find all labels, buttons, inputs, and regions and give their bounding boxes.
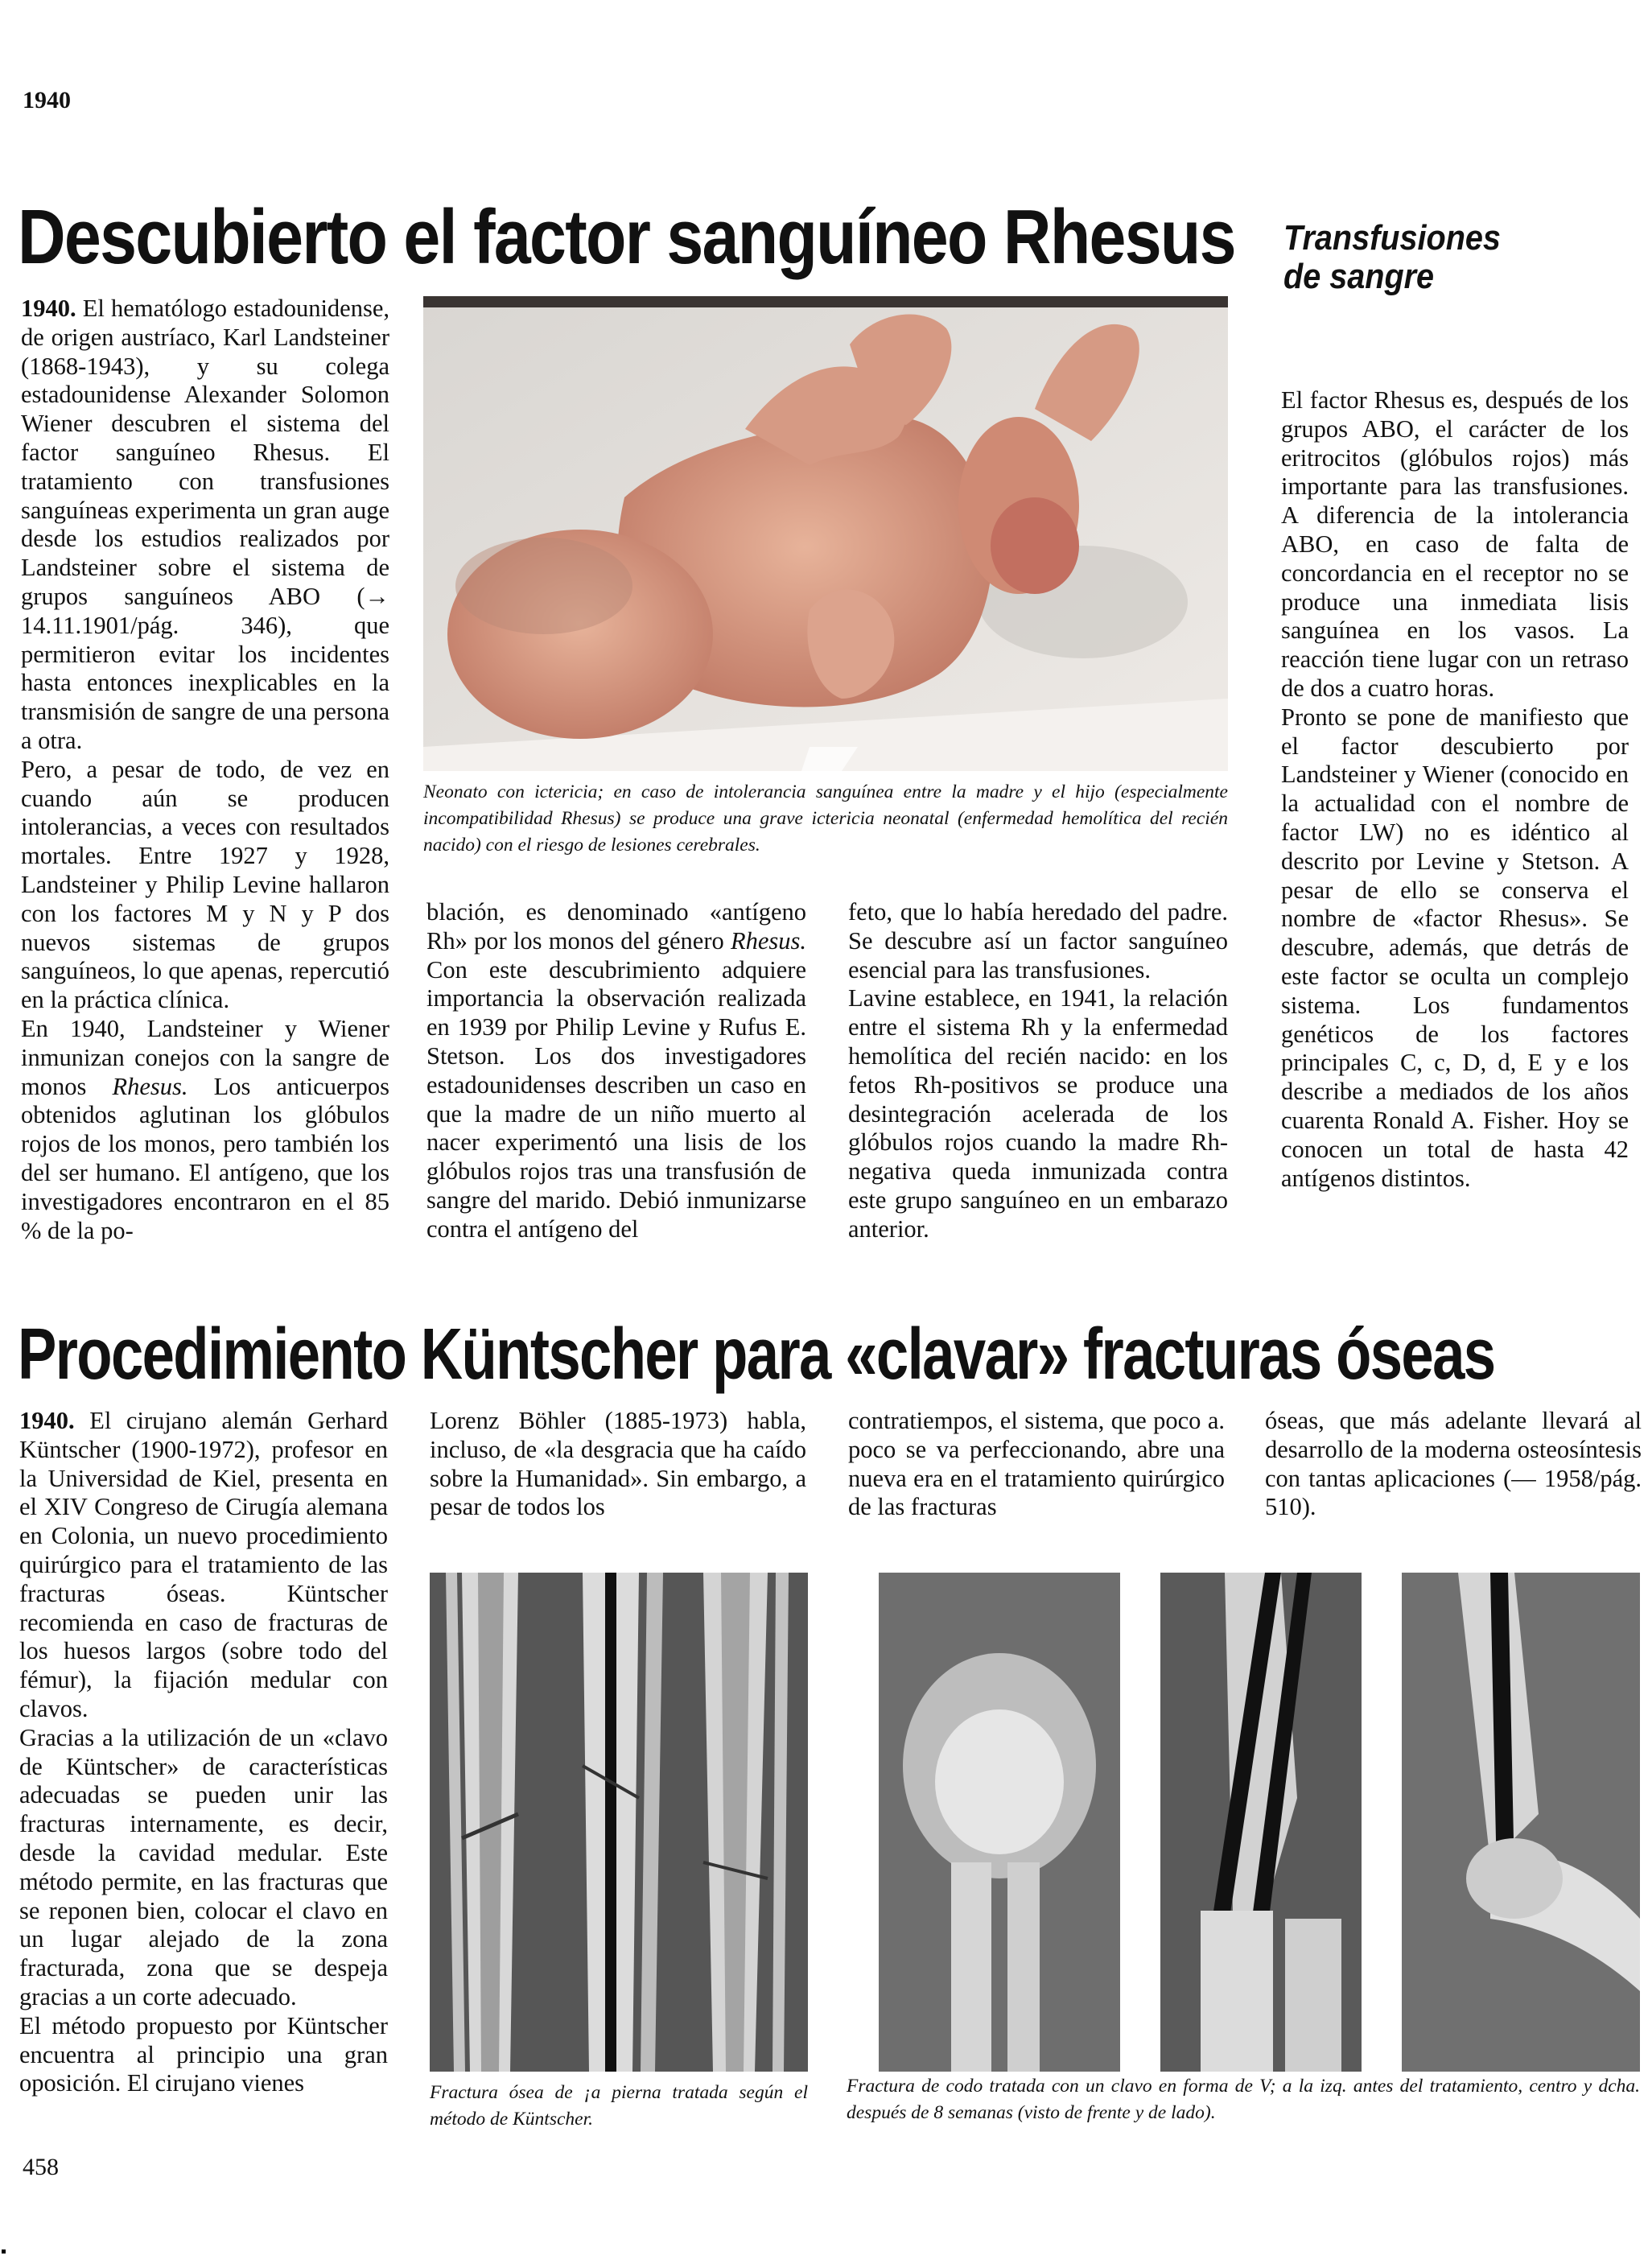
- kuntscher-col1-p1: [19, 1407, 388, 1724]
- kuntscher-column-3: contratiempos, el sistema, que poco a. poco se va perfeccionando, abre una nueva era en el tratamiento quirúrgico de las fracturas: [848, 1407, 1225, 1521]
- kuntscher-column-2: Lorenz Böhler (1885-1973) habla, incluso, de «la desgracia que ha caído sobre la Humanidad». Sin embargo, a pesar de todos los: [430, 1407, 806, 1521]
- sidebar-title-line2: de sangre: [1283, 257, 1435, 296]
- kuntscher-col1-p1-text: El cirujano alemán Gerhard Küntscher (1900-1972), profesor en la Universidad de Kiel, presenta en el XIV Congreso de Cirugía alemana en Colonia, un nuevo procedimiento quirúrgico para el tratamiento de las fracturas óseas. Küntscher recomienda en caso de fracturas de los huesos largos (sobre todo del fémur), la fijación medular con clavos.: [19, 1407, 388, 1722]
- kuntscher-lead-year: 1940.: [19, 1407, 75, 1434]
- corner-mark: [2, 2249, 6, 2254]
- rhesus-col2-text: [426, 898, 806, 1244]
- rhesus-col1-p3: [21, 1015, 389, 1245]
- elbow-xray-photo: [847, 1573, 1640, 2072]
- kuntscher-column-4: óseas, que más adelante llevará al desarrollo de la moderna osteosíntesis con tantas aplicaciones (— 1958/pág. 510).: [1265, 1407, 1642, 1521]
- rhesus-lead-year: 1940.: [21, 295, 76, 322]
- rhesus-column-1: [21, 295, 389, 1245]
- page-number: 458: [23, 2154, 59, 2180]
- elbow-xray-illustration: [847, 1573, 1640, 2072]
- kuntscher-col1-p3: El método propuesto por Küntscher encuentra al principio una gran oposición. El cirujano vienes: [19, 2011, 388, 2097]
- newborn-photo: [423, 296, 1228, 771]
- rhesus-col1-text: El hematólogo estadounidense, de origen austríaco, Karl Landsteiner (1868-1943), y su colega estadounidense Alexander Solomon Wiener descubren el sistema del factor sanguíneo Rhesus. El tratamiento con transfusiones sanguíneas experimenta un gran auge desde los estudios realizados por Landsteiner sobre el sistema de grupos sanguíneos ABO (→ 14.11.1901/pág. 346), que permitieron evitar los incidentes hasta entonces inexplicables en la transmisión de sangre de una persona a otra.: [21, 295, 390, 754]
- sidebar-p1: El factor Rhesus es, después de los grupos ABO, el carácter de los eritrocitos (glóbulos rojos) más importante para las transfusiones. A diferencia de la intolerancia ABO, en caso de falta de concordancia en el receptor no se produce una inmediata lisis sanguínea en los vasos. La reacción tiene lugar con un retraso de dos a cuatro horas.: [1281, 386, 1629, 702]
- rhesus-column-3: [848, 898, 1228, 1244]
- rhesus-col1-p3-a: En 1940, Landsteiner y Wiener inmunizan conejos con la sangre de monos: [21, 1014, 389, 1100]
- leg-xray-photo: [430, 1573, 808, 2072]
- rhesus-col2-italic: Rhesus.: [730, 926, 806, 955]
- rhesus-col2-b: Con este descubrimiento adquiere importancia la observación realizada en 1939 por Philip Levine y Rufus E. Stetson. Los dos investigadores estadounidenses describen un caso en que la madre de un niño muerto al nacer experimentó una lisis de los glóbulos rojos tras una transfusión de sangre del marido. Debió inmunizarse contra el antígeno del: [426, 955, 806, 1243]
- newborn-illustration: [423, 296, 1228, 771]
- rhesus-col3-p1: feto, que lo había heredado del padre. Se descubre así un factor sanguíneo esencial para las transfusiones.: [848, 898, 1228, 983]
- kuntscher-column-1: [19, 1407, 388, 2098]
- kuntscher-col1-p2: Gracias a la utilización de un «clavo de Küntscher» de características adecuadas se pueden unir las fracturas internamente, es decir, desde la cavidad medular. Este método permite, en las fracturas que se reponen bien, colocar el clavo en un lugar alejado de la zona fracturada, zona que se despeja gracias a un corte adecuado.: [19, 1723, 388, 2010]
- rhesus-col1-p3-italic: Rhesus.: [112, 1072, 188, 1100]
- sidebar-title: [1283, 219, 1501, 296]
- rhesus-col2-a: blación, es denominado «antígeno Rh» por los monos del género: [426, 898, 806, 955]
- rhesus-col1-p1: [21, 295, 389, 756]
- sidebar-column: [1281, 386, 1629, 1193]
- rhesus-column-2: [426, 898, 806, 1244]
- sidebar-p2: Pronto se pone de manifiesto que el factor descubierto por Landsteiner y Wiener (conocido en la actualidad con el nombre de factor LW) no es idéntico al descrito por Levine y Stetson. A pesar de ello se conserva el nombre de «factor Rhesus». Se descubre, además, que detrás de este factor se oculta un complejo sistema. Los fundamentos genéticos de los factores principales C, c, D, d, E y e los describe a mediados de los años cuarenta Ronald A. Fisher. Hoy se conocen un total de hasta 42 antígenos distintos.: [1281, 703, 1629, 1192]
- headline-rhesus: Descubierto el factor sanguíneo Rhesus: [18, 194, 1235, 280]
- elbow-xray-caption: Fractura de codo tratada con un clavo en forma de V; a la izq. antes del tratamiento, centro y dcha. después de 8 semanas (visto de frente y de lado).: [847, 2076, 1640, 2123]
- headline-kuntscher: Procedimiento Küntscher para «clavar» fracturas óseas: [18, 1314, 1495, 1395]
- leg-xray-caption: Fractura ósea de ¡a pierna tratada según el método de Küntscher.: [430, 2082, 808, 2130]
- rhesus-col3-p2: Lavine establece, en 1941, la relación entre el sistema Rh y la enfermedad hemolítica del recién nacido: en los fetos Rh-positivos se produce una desintegración acelerada de los glóbulos rojos cuando la madre Rh-negativa queda inmunizada contra este grupo sanguíneo en un embarazo anterior.: [848, 984, 1228, 1243]
- rhesus-col1-p3-b: Los anticuerpos obtenidos aglutinan los glóbulos rojos de los monos, pero también los del ser humano. El antígeno, que los investigadores encontraron en el 85 % de la po-: [21, 1072, 390, 1244]
- newborn-caption: Neonato con ictericia; en caso de intolerancia sanguínea entre la madre y el hijo (especialmente incompatibilidad Rhesus) se produce una grave ictericia neonatal (enfermedad hemolítica del recién nacido) con el riesgo de lesiones cerebrales.: [423, 781, 1228, 856]
- page-year: 1940: [23, 87, 71, 113]
- sidebar-title-line1: Transfusiones: [1283, 218, 1501, 258]
- rhesus-col1-p2: Pero, a pesar de todo, de vez en cuando aún se producen intolerancias, a veces con resultados mortales. Entre 1927 y 1928, Landsteiner y Philip Levine hallaron con los factores M y N y P dos nuevos sistemas de grupos sanguíneos, lo que apenas, repercutió en la práctica clínica.: [21, 755, 389, 1014]
- leg-xray-illustration: [430, 1573, 808, 2072]
